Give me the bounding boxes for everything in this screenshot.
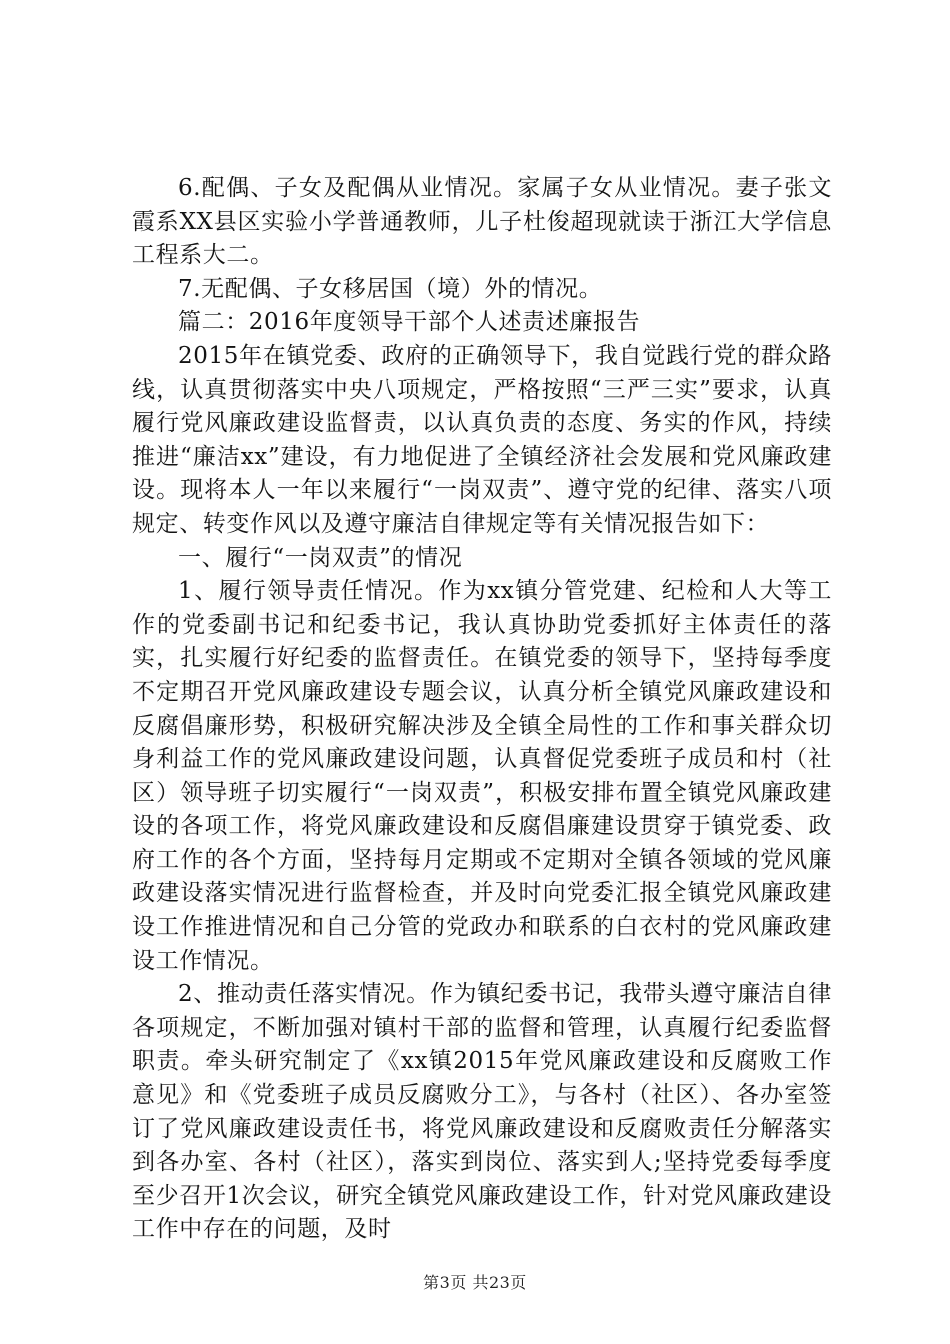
heading-one-post-two-duties: 一、履行“一岗双责”的情况 (178, 544, 463, 571)
page-number-footer: 第3页 共23页 (423, 1273, 527, 1292)
document-body (132, 172, 832, 1247)
paragraph-family-employment: 6.配偶、子女及配偶从业情况。家属子女从业情况。妻子张文霞系XX县区实验小学普通教师，儿子杜俊超现就读于浙江大学信息工程系大二。 (132, 175, 832, 269)
paragraph-responsibility-implementation: 2、推动责任落实情况。作为镇纪委书记，我带头遵守廉洁自律各项规定，不断加强对镇村干部的监督和管理，认真履行纪委监督职责。牵头研究制定了《xx镇2015年党风廉政建设和反腐败工作意见》和《党委班子成员反腐败分工》，与各村（社区）、各办室签订了党风廉政建设责任书，将党风廉政建设和反腐败责任分解落实到各办室、各村（社区），落实到岗位、落实到人;坚持党委每季度至少召开1次会议，研究全镇党风廉政建设工作，针对党风廉政建设工作中存在的问题，及时 (132, 981, 832, 1243)
paragraph-intro: 2015年在镇党委、政府的正确领导下，我自觉践行党的群众路线，认真贯彻落实中央八项规定，严格按照“三严三实”要求，认真履行党风廉政建设监督责，以认真负责的态度、务实的作风，持续推进“廉洁xx”建设，有力地促进了全镇经济社会发展和党风廉政建设。现将本人一年以来履行“一岗双责”、遵守党的纪律、落实八项规定、转变作风以及遵守廉洁自律规定等有关情况报告如下： (132, 342, 832, 537)
paragraph-no-emigration: 7.无配偶、子女移居国（境）外的情况。 (178, 275, 603, 302)
section-title-part-two: 篇二：2016年度领导干部个人述责述廉报告 (178, 309, 641, 336)
paragraph-leadership-duty: 1、履行领导责任情况。作为xx镇分管党建、纪检和人大等工作的党委副书记和纪委书记，我认真协助党委抓好主体责任的落实，扎实履行好纪委的监督责任。在镇党委的领导下，坚持每季度不定期召开党风廉政建设专题会议，认真分析全镇党风廉政建设和反腐倡廉形势，积极研究解决涉及全镇全局性的工作和事关群众切身利益工作的党风廉政建设问题，认真督促党委班子成员和村（社区）领导班子切实履行“一岗双责”，积极安排布置全镇党风廉政建设的各项工作，将党风廉政建设和反腐倡廉建设贯穿于镇党委、政府工作的各个方面，坚持每月定期或不定期对全镇各领域的党风廉政建设落实情况进行监督检查，并及时向党委汇报全镇党风廉政建设工作推进情况和自己分管的党政办和联系的白衣村的党风廉政建设工作情况。 (132, 578, 832, 974)
